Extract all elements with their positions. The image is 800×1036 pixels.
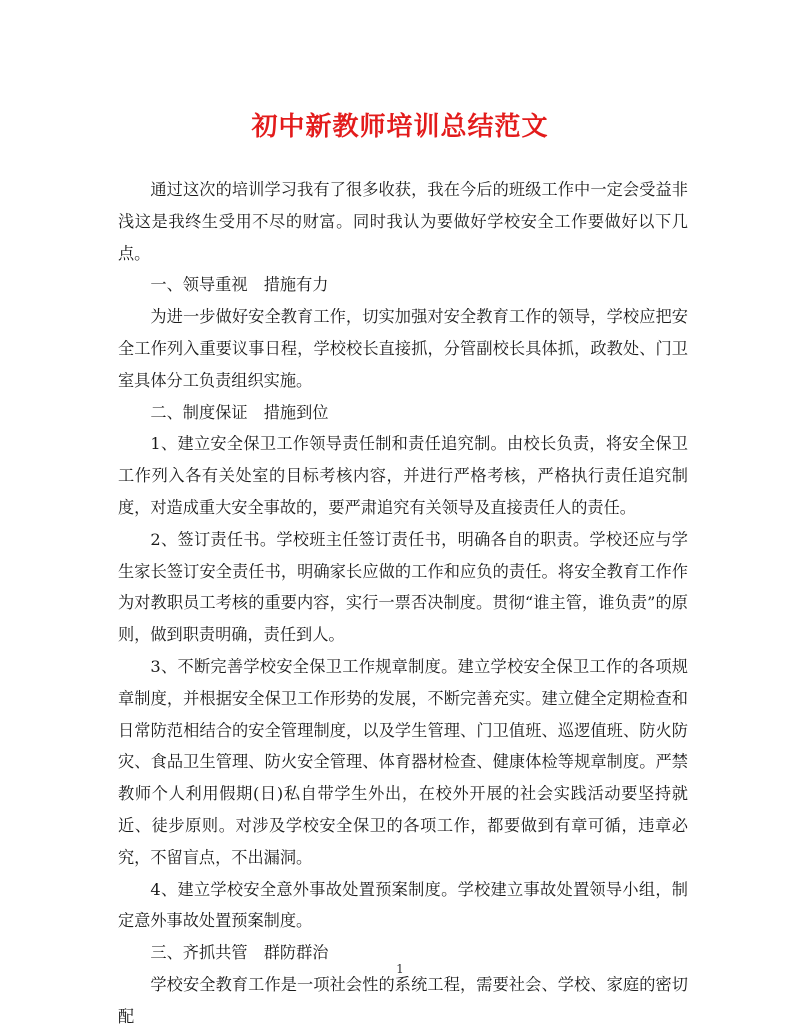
paragraph: 2、签订责任书。学校班主任签订责任书，明确各自的职责。学校还应与学生家长签订安全责任书，明确家长应做的工作和应负的责任。将安全教育工作作为对教职员工考核的重要内容，实行一票否决制度。贯彻“谁主管，谁负责”的原则，做到职责明确，责任到人。 [118, 529, 688, 645]
paragraph: 3、不断完善学校安全保卫工作规章制度。建立学校安全保卫工作的各项规章制度，并根据安全保卫工作形势的发展，不断完善充实。建立健全定期检查和日常防范相结合的安全管理制度，以及学生管理、门卫值班、巡逻值班、防火防灾、食品卫生管理、防火安全管理、体育器材检查、健康体检等规章制度。严禁教师个人利用假期(日)私自带学生外出，在校外开展的社会实践活动要坚持就近、徒步原则。对涉及学校安全保卫的各项工作，都要做到有章可循，违章必究，不留盲点，不出漏洞。 [118, 656, 688, 867]
section-heading-1: 一、领导重视 措施有力 [150, 275, 329, 295]
paragraph-intro: 通过这次的培训学习我有了很多收获，我在今后的班级工作中一定会受益非浅这是我终生受用不尽的财富。同时我认为要做好学校安全工作要做好以下几点。 [118, 180, 688, 263]
section-heading-2: 二、制度保证 措施到位 [150, 402, 329, 422]
paragraph: 为进一步做好安全教育工作，切实加强对安全教育工作的领导，学校应把安全工作列入重要议事日程，学校校长直接抓，分管副校长具体抓，政教处、门卫室具体分工负责组织实施。 [118, 307, 688, 390]
document-body [118, 174, 688, 1033]
document-title: 初中新教师培训总结范文 [251, 112, 549, 142]
page-number: 1 [396, 962, 404, 976]
paragraph: 1、建立安全保卫工作领导责任制和责任追究制。由校长负责，将安全保卫工作列入各有关处室的目标考核内容，并进行严格考核，严格执行责任追究制度，对造成重大安全事故的，要严肃追究有关领导及直接责任人的责任。 [118, 434, 688, 517]
section-heading-3: 三、齐抓共管 群防群治 [150, 943, 329, 963]
paragraph: 学校安全教育工作是一项社会性的系统工程，需要社会、学校、家庭的密切配 [118, 974, 688, 1026]
paragraph: 4、建立学校安全意外事故处置预案制度。学校建立事故处置领导小组，制定意外事故处置预案制度。 [118, 879, 688, 931]
